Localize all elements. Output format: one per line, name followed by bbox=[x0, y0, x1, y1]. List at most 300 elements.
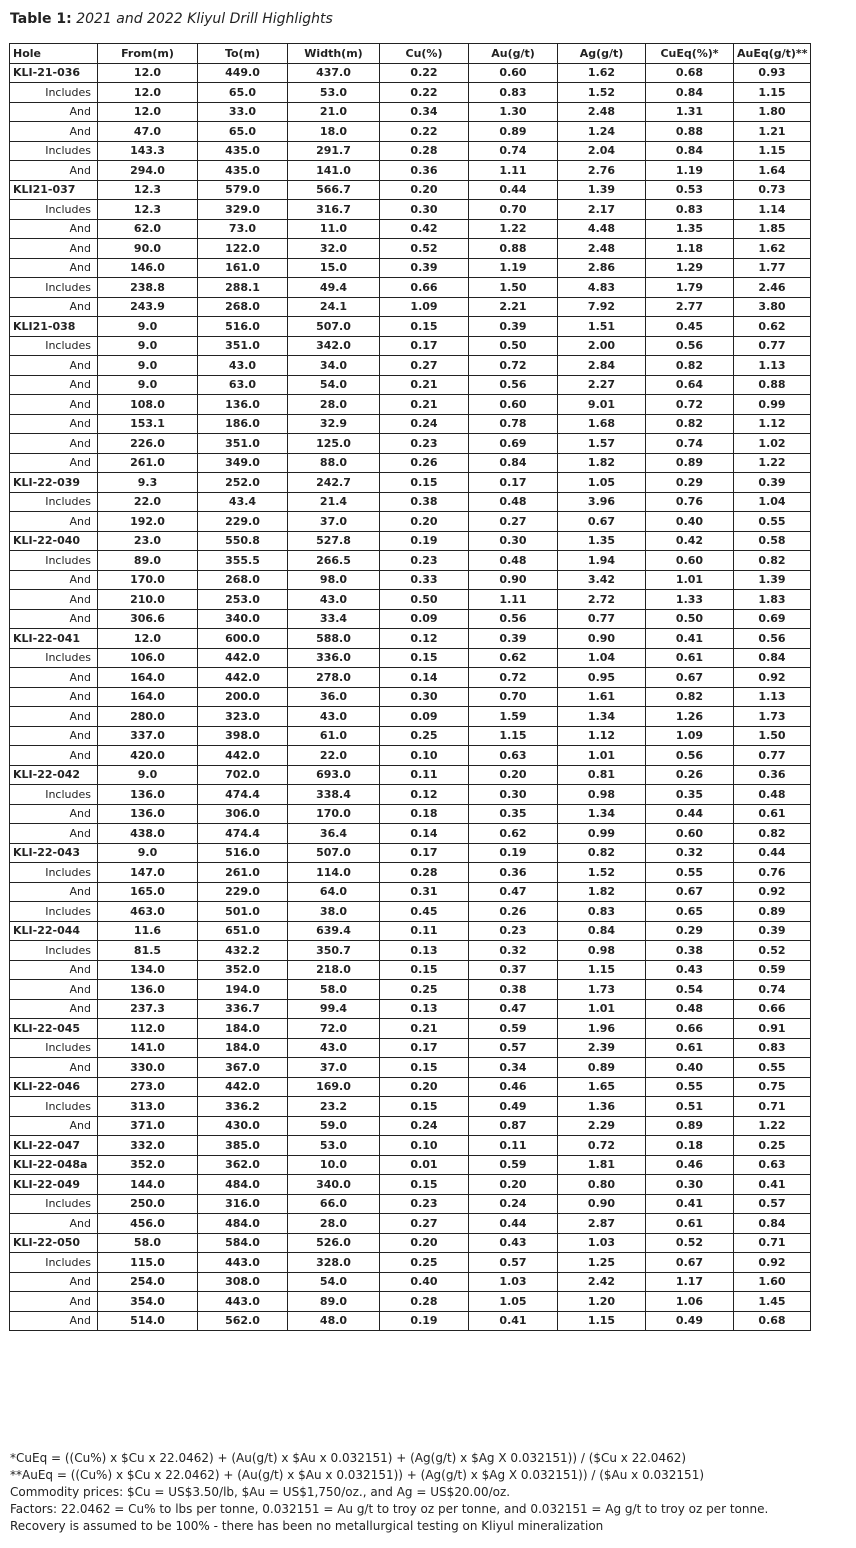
value-cell: 507.0 bbox=[288, 843, 380, 863]
value-cell: 0.69 bbox=[469, 434, 558, 454]
hole-id-cell: KLI-22-045 bbox=[10, 1019, 98, 1039]
value-cell: 170.0 bbox=[98, 570, 198, 590]
value-cell: 33.0 bbox=[198, 102, 288, 122]
value-cell: 1.22 bbox=[734, 1116, 811, 1136]
value-cell: 37.0 bbox=[288, 512, 380, 532]
table-row bbox=[10, 258, 811, 278]
value-cell: 1.50 bbox=[734, 726, 811, 746]
value-cell: 58.0 bbox=[98, 1233, 198, 1253]
value-cell: 1.05 bbox=[469, 1292, 558, 1312]
value-cell: 268.0 bbox=[198, 570, 288, 590]
value-cell: 1.73 bbox=[558, 980, 646, 1000]
value-cell: 0.66 bbox=[646, 1019, 734, 1039]
value-cell: 1.62 bbox=[734, 239, 811, 259]
hole-id-cell: KLI-22-044 bbox=[10, 921, 98, 941]
value-cell: 0.70 bbox=[469, 687, 558, 707]
value-cell: 1.85 bbox=[734, 219, 811, 239]
value-cell: 1.04 bbox=[558, 648, 646, 668]
value-cell: 0.36 bbox=[380, 161, 469, 181]
value-cell: 21.0 bbox=[288, 102, 380, 122]
interval-label-cell: And bbox=[10, 746, 98, 766]
value-cell: 0.17 bbox=[469, 473, 558, 493]
value-cell: 0.50 bbox=[380, 590, 469, 610]
value-cell: 0.47 bbox=[469, 999, 558, 1019]
value-cell: 430.0 bbox=[198, 1116, 288, 1136]
hole-id-cell: KLI-22-047 bbox=[10, 1136, 98, 1156]
value-cell: 0.34 bbox=[469, 1058, 558, 1078]
value-cell: 38.0 bbox=[288, 902, 380, 922]
table-row bbox=[10, 746, 811, 766]
value-cell: 89.0 bbox=[288, 1292, 380, 1312]
hole-id-cell: KLI-22-039 bbox=[10, 473, 98, 493]
value-cell: 0.82 bbox=[646, 356, 734, 376]
table-row bbox=[10, 492, 811, 512]
interval-label-cell: And bbox=[10, 1058, 98, 1078]
value-cell: 0.45 bbox=[646, 317, 734, 337]
value-cell: 0.38 bbox=[380, 492, 469, 512]
value-cell: 2.27 bbox=[558, 375, 646, 395]
value-cell: 0.10 bbox=[380, 1136, 469, 1156]
interval-label-cell: And bbox=[10, 1311, 98, 1331]
value-cell: 0.89 bbox=[646, 453, 734, 473]
table-row bbox=[10, 180, 811, 200]
value-cell: 36.4 bbox=[288, 824, 380, 844]
value-cell: 0.01 bbox=[380, 1155, 469, 1175]
value-cell: 0.50 bbox=[646, 609, 734, 629]
value-cell: 0.24 bbox=[380, 1116, 469, 1136]
value-cell: 1.82 bbox=[558, 882, 646, 902]
interval-label-cell: And bbox=[10, 570, 98, 590]
value-cell: 1.34 bbox=[558, 804, 646, 824]
value-cell: 0.84 bbox=[558, 921, 646, 941]
value-cell: 47.0 bbox=[98, 122, 198, 142]
table-row bbox=[10, 960, 811, 980]
value-cell: 336.2 bbox=[198, 1097, 288, 1117]
value-cell: 237.3 bbox=[98, 999, 198, 1019]
value-cell: 0.14 bbox=[380, 824, 469, 844]
value-cell: 99.4 bbox=[288, 999, 380, 1019]
value-cell: 0.92 bbox=[734, 668, 811, 688]
value-cell: 1.45 bbox=[734, 1292, 811, 1312]
value-cell: 337.0 bbox=[98, 726, 198, 746]
value-cell: 3.96 bbox=[558, 492, 646, 512]
value-cell: 2.21 bbox=[469, 297, 558, 317]
table-row bbox=[10, 531, 811, 551]
value-cell: 0.72 bbox=[469, 356, 558, 376]
value-cell: 0.56 bbox=[646, 336, 734, 356]
value-cell: 0.15 bbox=[380, 960, 469, 980]
value-cell: 61.0 bbox=[288, 726, 380, 746]
interval-label-cell: Includes bbox=[10, 200, 98, 220]
value-cell: 1.03 bbox=[469, 1272, 558, 1292]
interval-label-cell: And bbox=[10, 1116, 98, 1136]
table-row bbox=[10, 239, 811, 259]
value-cell: 463.0 bbox=[98, 902, 198, 922]
value-cell: 0.43 bbox=[469, 1233, 558, 1253]
value-cell: 0.48 bbox=[646, 999, 734, 1019]
value-cell: 1.09 bbox=[380, 297, 469, 317]
table-row bbox=[10, 83, 811, 103]
value-cell: 1.15 bbox=[734, 141, 811, 161]
value-cell: 1.61 bbox=[558, 687, 646, 707]
value-cell: 0.41 bbox=[646, 1194, 734, 1214]
value-cell: 0.28 bbox=[380, 1292, 469, 1312]
value-cell: 0.58 bbox=[734, 531, 811, 551]
value-cell: 0.22 bbox=[380, 122, 469, 142]
value-cell: 0.82 bbox=[734, 824, 811, 844]
interval-label-cell: And bbox=[10, 1214, 98, 1234]
value-cell: 32.9 bbox=[288, 414, 380, 434]
value-cell: 0.88 bbox=[469, 239, 558, 259]
value-cell: 0.62 bbox=[469, 648, 558, 668]
value-cell: 0.26 bbox=[646, 765, 734, 785]
value-cell: 0.72 bbox=[646, 395, 734, 415]
value-cell: 144.0 bbox=[98, 1175, 198, 1195]
table-row bbox=[10, 434, 811, 454]
value-cell: 0.48 bbox=[469, 551, 558, 571]
value-cell: 165.0 bbox=[98, 882, 198, 902]
value-cell: 164.0 bbox=[98, 687, 198, 707]
value-cell: 0.17 bbox=[380, 336, 469, 356]
value-cell: 1.21 bbox=[734, 122, 811, 142]
value-cell: 0.63 bbox=[734, 1155, 811, 1175]
value-cell: 3.42 bbox=[558, 570, 646, 590]
value-cell: 146.0 bbox=[98, 258, 198, 278]
value-cell: 1.34 bbox=[558, 707, 646, 727]
column-header: CuEq(%)* bbox=[646, 44, 734, 64]
value-cell: 2.48 bbox=[558, 239, 646, 259]
value-cell: 0.47 bbox=[469, 882, 558, 902]
value-cell: 1.15 bbox=[558, 1311, 646, 1331]
value-cell: 34.0 bbox=[288, 356, 380, 376]
table-body bbox=[10, 63, 811, 1331]
value-cell: 63.0 bbox=[198, 375, 288, 395]
hole-id-cell: KLI-22-046 bbox=[10, 1077, 98, 1097]
value-cell: 0.25 bbox=[380, 726, 469, 746]
value-cell: 1.77 bbox=[734, 258, 811, 278]
value-cell: 1.15 bbox=[558, 960, 646, 980]
value-cell: 1.15 bbox=[469, 726, 558, 746]
value-cell: 184.0 bbox=[198, 1019, 288, 1039]
value-cell: 192.0 bbox=[98, 512, 198, 532]
value-cell: 1.11 bbox=[469, 161, 558, 181]
value-cell: 0.67 bbox=[646, 1253, 734, 1273]
value-cell: 0.74 bbox=[469, 141, 558, 161]
value-cell: 23.0 bbox=[98, 531, 198, 551]
value-cell: 1.33 bbox=[646, 590, 734, 610]
value-cell: 0.30 bbox=[469, 785, 558, 805]
value-cell: 527.8 bbox=[288, 531, 380, 551]
value-cell: 0.65 bbox=[646, 902, 734, 922]
value-cell: 0.18 bbox=[380, 804, 469, 824]
value-cell: 0.90 bbox=[469, 570, 558, 590]
value-cell: 0.23 bbox=[380, 434, 469, 454]
value-cell: 1.51 bbox=[558, 317, 646, 337]
value-cell: 0.59 bbox=[734, 960, 811, 980]
value-cell: 0.57 bbox=[469, 1253, 558, 1273]
value-cell: 1.64 bbox=[734, 161, 811, 181]
value-cell: 2.42 bbox=[558, 1272, 646, 1292]
table-title-label: Table 1: bbox=[10, 11, 72, 27]
value-cell: 1.18 bbox=[646, 239, 734, 259]
value-cell: 0.99 bbox=[558, 824, 646, 844]
value-cell: 253.0 bbox=[198, 590, 288, 610]
interval-label-cell: And bbox=[10, 375, 98, 395]
value-cell: 9.0 bbox=[98, 336, 198, 356]
value-cell: 49.4 bbox=[288, 278, 380, 298]
column-header: Cu(%) bbox=[380, 44, 469, 64]
interval-label-cell: And bbox=[10, 414, 98, 434]
value-cell: 1.80 bbox=[734, 102, 811, 122]
value-cell: 0.40 bbox=[646, 512, 734, 532]
table-row bbox=[10, 551, 811, 571]
value-cell: 1.05 bbox=[558, 473, 646, 493]
hole-id-cell: KLI-22-040 bbox=[10, 531, 98, 551]
interval-label-cell: And bbox=[10, 824, 98, 844]
value-cell: 10.0 bbox=[288, 1155, 380, 1175]
value-cell: 89.0 bbox=[98, 551, 198, 571]
value-cell: 62.0 bbox=[98, 219, 198, 239]
value-cell: 0.36 bbox=[734, 765, 811, 785]
table-row bbox=[10, 921, 811, 941]
value-cell: 437.0 bbox=[288, 63, 380, 83]
value-cell: 153.1 bbox=[98, 414, 198, 434]
value-cell: 9.01 bbox=[558, 395, 646, 415]
value-cell: 2.86 bbox=[558, 258, 646, 278]
value-cell: 1.15 bbox=[734, 83, 811, 103]
value-cell: 0.13 bbox=[380, 941, 469, 961]
value-cell: 194.0 bbox=[198, 980, 288, 1000]
interval-label-cell: Includes bbox=[10, 1253, 98, 1273]
interval-label-cell: Includes bbox=[10, 863, 98, 883]
value-cell: 316.0 bbox=[198, 1194, 288, 1214]
value-cell: 0.46 bbox=[469, 1077, 558, 1097]
value-cell: 0.81 bbox=[558, 765, 646, 785]
value-cell: 3.80 bbox=[734, 297, 811, 317]
value-cell: 170.0 bbox=[288, 804, 380, 824]
value-cell: 0.21 bbox=[380, 1019, 469, 1039]
value-cell: 693.0 bbox=[288, 765, 380, 785]
value-cell: 0.49 bbox=[469, 1097, 558, 1117]
value-cell: 0.30 bbox=[646, 1175, 734, 1195]
value-cell: 0.39 bbox=[469, 317, 558, 337]
value-cell: 2.04 bbox=[558, 141, 646, 161]
value-cell: 2.48 bbox=[558, 102, 646, 122]
interval-label-cell: And bbox=[10, 434, 98, 454]
value-cell: 2.46 bbox=[734, 278, 811, 298]
value-cell: 2.00 bbox=[558, 336, 646, 356]
value-cell: 147.0 bbox=[98, 863, 198, 883]
value-cell: 0.41 bbox=[646, 629, 734, 649]
value-cell: 0.40 bbox=[380, 1272, 469, 1292]
value-cell: 23.2 bbox=[288, 1097, 380, 1117]
value-cell: 0.25 bbox=[734, 1136, 811, 1156]
value-cell: 169.0 bbox=[288, 1077, 380, 1097]
value-cell: 1.65 bbox=[558, 1077, 646, 1097]
value-cell: 1.59 bbox=[469, 707, 558, 727]
value-cell: 0.56 bbox=[734, 629, 811, 649]
table-row bbox=[10, 804, 811, 824]
table-row bbox=[10, 590, 811, 610]
interval-label-cell: And bbox=[10, 804, 98, 824]
value-cell: 0.25 bbox=[380, 980, 469, 1000]
interval-label-cell: And bbox=[10, 668, 98, 688]
value-cell: 48.0 bbox=[288, 1311, 380, 1331]
value-cell: 242.7 bbox=[288, 473, 380, 493]
value-cell: 474.4 bbox=[198, 824, 288, 844]
value-cell: 0.55 bbox=[734, 512, 811, 532]
interval-label-cell: And bbox=[10, 707, 98, 727]
value-cell: 0.57 bbox=[469, 1038, 558, 1058]
table-row bbox=[10, 219, 811, 239]
value-cell: 442.0 bbox=[198, 648, 288, 668]
value-cell: 58.0 bbox=[288, 980, 380, 1000]
value-cell: 164.0 bbox=[98, 668, 198, 688]
value-cell: 0.10 bbox=[380, 746, 469, 766]
value-cell: 0.39 bbox=[469, 629, 558, 649]
value-cell: 112.0 bbox=[98, 1019, 198, 1039]
value-cell: 0.38 bbox=[646, 941, 734, 961]
value-cell: 268.0 bbox=[198, 297, 288, 317]
value-cell: 0.22 bbox=[380, 63, 469, 83]
value-cell: 0.98 bbox=[558, 785, 646, 805]
value-cell: 0.82 bbox=[558, 843, 646, 863]
value-cell: 398.0 bbox=[198, 726, 288, 746]
value-cell: 323.0 bbox=[198, 707, 288, 727]
table-row bbox=[10, 200, 811, 220]
value-cell: 0.59 bbox=[469, 1155, 558, 1175]
value-cell: 210.0 bbox=[98, 590, 198, 610]
value-cell: 1.19 bbox=[469, 258, 558, 278]
value-cell: 0.42 bbox=[380, 219, 469, 239]
value-cell: 136.0 bbox=[98, 980, 198, 1000]
value-cell: 0.68 bbox=[646, 63, 734, 83]
value-cell: 449.0 bbox=[198, 63, 288, 83]
value-cell: 218.0 bbox=[288, 960, 380, 980]
value-cell: 330.0 bbox=[98, 1058, 198, 1078]
value-cell: 0.56 bbox=[469, 375, 558, 395]
table-row bbox=[10, 473, 811, 493]
value-cell: 0.23 bbox=[380, 551, 469, 571]
value-cell: 566.7 bbox=[288, 180, 380, 200]
value-cell: 0.11 bbox=[469, 1136, 558, 1156]
value-cell: 0.41 bbox=[734, 1175, 811, 1195]
value-cell: 28.0 bbox=[288, 395, 380, 415]
value-cell: 0.60 bbox=[469, 63, 558, 83]
value-cell: 1.50 bbox=[469, 278, 558, 298]
interval-label-cell: And bbox=[10, 609, 98, 629]
value-cell: 0.34 bbox=[380, 102, 469, 122]
value-cell: 0.15 bbox=[380, 648, 469, 668]
value-cell: 0.20 bbox=[469, 765, 558, 785]
value-cell: 1.29 bbox=[646, 258, 734, 278]
value-cell: 1.31 bbox=[646, 102, 734, 122]
value-cell: 280.0 bbox=[98, 707, 198, 727]
interval-label-cell: And bbox=[10, 239, 98, 259]
table-row bbox=[10, 122, 811, 142]
value-cell: 1.19 bbox=[646, 161, 734, 181]
interval-label-cell: And bbox=[10, 122, 98, 142]
value-cell: 0.27 bbox=[380, 356, 469, 376]
value-cell: 442.0 bbox=[198, 746, 288, 766]
value-cell: 443.0 bbox=[198, 1253, 288, 1273]
header-row bbox=[10, 44, 811, 64]
table-row bbox=[10, 1116, 811, 1136]
value-cell: 0.57 bbox=[734, 1194, 811, 1214]
value-cell: 252.0 bbox=[198, 473, 288, 493]
value-cell: 651.0 bbox=[198, 921, 288, 941]
table-row bbox=[10, 570, 811, 590]
value-cell: 0.83 bbox=[646, 200, 734, 220]
value-cell: 0.45 bbox=[380, 902, 469, 922]
value-cell: 0.30 bbox=[469, 531, 558, 551]
value-cell: 0.62 bbox=[734, 317, 811, 337]
interval-label-cell: And bbox=[10, 980, 98, 1000]
value-cell: 0.46 bbox=[646, 1155, 734, 1175]
value-cell: 114.0 bbox=[288, 863, 380, 883]
value-cell: 1.09 bbox=[646, 726, 734, 746]
table-row bbox=[10, 1038, 811, 1058]
value-cell: 12.0 bbox=[98, 83, 198, 103]
value-cell: 88.0 bbox=[288, 453, 380, 473]
value-cell: 350.7 bbox=[288, 941, 380, 961]
value-cell: 0.66 bbox=[734, 999, 811, 1019]
value-cell: 0.19 bbox=[380, 531, 469, 551]
value-cell: 313.0 bbox=[98, 1097, 198, 1117]
value-cell: 291.7 bbox=[288, 141, 380, 161]
value-cell: 143.3 bbox=[98, 141, 198, 161]
value-cell: 1.35 bbox=[646, 219, 734, 239]
value-cell: 0.44 bbox=[469, 1214, 558, 1234]
value-cell: 9.0 bbox=[98, 765, 198, 785]
value-cell: 432.2 bbox=[198, 941, 288, 961]
value-cell: 0.30 bbox=[380, 687, 469, 707]
value-cell: 43.0 bbox=[288, 590, 380, 610]
value-cell: 1.03 bbox=[558, 1233, 646, 1253]
value-cell: 0.90 bbox=[558, 1194, 646, 1214]
value-cell: 108.0 bbox=[98, 395, 198, 415]
value-cell: 0.56 bbox=[469, 609, 558, 629]
interval-label-cell: And bbox=[10, 453, 98, 473]
value-cell: 306.6 bbox=[98, 609, 198, 629]
value-cell: 243.9 bbox=[98, 297, 198, 317]
value-cell: 141.0 bbox=[288, 161, 380, 181]
value-cell: 1.30 bbox=[469, 102, 558, 122]
table-row bbox=[10, 1292, 811, 1312]
value-cell: 1.81 bbox=[558, 1155, 646, 1175]
value-cell: 0.15 bbox=[380, 317, 469, 337]
table-row bbox=[10, 863, 811, 883]
value-cell: 484.0 bbox=[198, 1214, 288, 1234]
value-cell: 1.01 bbox=[646, 570, 734, 590]
value-cell: 106.0 bbox=[98, 648, 198, 668]
footnote-factors: Factors: 22.0462 = Cu% to lbs per tonne, 0.032151 = Au g/t to troy oz per tonne, and 0.032151 = Ag g/t to troy oz per tonne. bbox=[10, 1502, 769, 1516]
value-cell: 351.0 bbox=[198, 336, 288, 356]
column-header: Width(m) bbox=[288, 44, 380, 64]
value-cell: 514.0 bbox=[98, 1311, 198, 1331]
value-cell: 0.91 bbox=[734, 1019, 811, 1039]
footnote-aueq: **AuEq = ((Cu%) x $Cu x 22.0462) + (Au(g/t) x $Au x 0.032151)) + (Ag(g/t) x $Ag X 0.032151)) / ($Au x 0.032151) bbox=[10, 1468, 705, 1482]
column-header: Hole bbox=[10, 44, 98, 64]
value-cell: 0.30 bbox=[380, 200, 469, 220]
value-cell: 526.0 bbox=[288, 1233, 380, 1253]
value-cell: 0.82 bbox=[646, 687, 734, 707]
value-cell: 0.21 bbox=[380, 375, 469, 395]
value-cell: 0.74 bbox=[734, 980, 811, 1000]
value-cell: 474.4 bbox=[198, 785, 288, 805]
value-cell: 115.0 bbox=[98, 1253, 198, 1273]
value-cell: 1.52 bbox=[558, 863, 646, 883]
